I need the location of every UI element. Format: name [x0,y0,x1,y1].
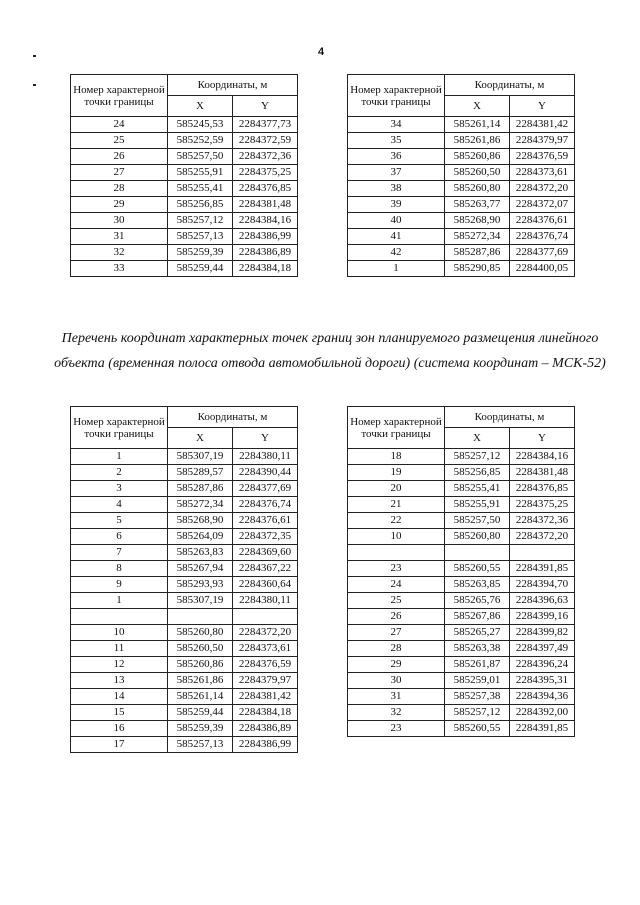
point-number-cell: 23 [348,721,445,737]
point-number-cell: 29 [71,197,168,213]
x-coordinate-cell: 585259,44 [168,705,233,721]
x-coordinate-cell: 585257,12 [445,449,510,465]
point-number-cell: 24 [348,577,445,593]
x-coordinate-cell: 585261,86 [168,673,233,689]
y-coordinate-cell: 2284399,16 [510,609,575,625]
point-number-cell: 28 [348,641,445,657]
y-coordinate-cell: 2284372,07 [510,197,575,213]
y-coordinate-cell: 2284376,85 [233,181,298,197]
x-coordinate-cell: 585261,86 [445,133,510,149]
y-coordinate-cell: 2284384,16 [233,213,298,229]
y-coordinate-cell: 2284379,97 [510,133,575,149]
table-row [71,513,298,529]
point-number-cell: 38 [348,181,445,197]
y-coordinate-cell: 2284384,18 [233,261,298,277]
x-coordinate-cell: 585260,80 [445,529,510,545]
table-row [348,497,575,513]
y-coordinate-cell: 2284376,59 [510,149,575,165]
x-coordinate-cell: 585252,59 [168,133,233,149]
x-coordinate-cell: 585260,86 [168,657,233,673]
table-row [71,721,298,737]
point-number-cell: 30 [348,673,445,689]
x-coordinate-cell [445,545,510,561]
x-coordinate-cell: 585287,86 [168,481,233,497]
table-row [71,529,298,545]
x-coordinate-cell: 585257,12 [168,213,233,229]
table-row [71,545,298,561]
section-title: Перечень координат характерных точек границ зон планируемого размещения линейного объекта (временная полоса отвода автомобильной дороги) (система координат – МСК-52) [54,331,606,371]
point-number-cell: 19 [348,465,445,481]
table-row [348,165,575,181]
table-row [348,625,575,641]
table-row [71,165,298,181]
point-number-cell: 34 [348,117,445,133]
x-coordinate-cell: 585260,50 [168,641,233,657]
x-coordinate-cell: 585259,39 [168,721,233,737]
y-coordinate-cell: 2284376,59 [233,657,298,673]
coordinates-table-top-right [347,74,575,277]
x-coordinate-cell: 585261,14 [168,689,233,705]
y-coordinate-cell: 2284369,60 [233,545,298,561]
x-coordinate-cell: 585255,91 [168,165,233,181]
y-coordinate-cell: 2284381,42 [233,689,298,705]
table-row [348,261,575,277]
table-row [71,449,298,465]
y-coordinate-cell: 2284376,74 [233,497,298,513]
y-coordinate-cell: 2284380,11 [233,449,298,465]
y-coordinate-cell: 2284377,69 [510,245,575,261]
table-row [348,149,575,165]
table-row [71,149,298,165]
point-number-cell: 5 [71,513,168,529]
point-number-cell: 9 [71,577,168,593]
table-row [348,673,575,689]
point-number-cell: 8 [71,561,168,577]
y-coordinate-cell: 2284394,70 [510,577,575,593]
table-row [71,561,298,577]
point-number-cell: 1 [71,449,168,465]
x-header: X [445,428,510,449]
table-row [71,261,298,277]
y-coordinate-cell: 2284394,36 [510,689,575,705]
point-number-cell: 1 [348,261,445,277]
table-row [348,213,575,229]
table-row [71,689,298,705]
x-coordinate-cell: 585256,85 [168,197,233,213]
point-number-cell: 23 [348,561,445,577]
point-number-cell: 22 [348,513,445,529]
x-coordinate-cell: 585257,38 [445,689,510,705]
x-coordinate-cell: 585263,83 [168,545,233,561]
y-coordinate-cell: 2284380,11 [233,593,298,609]
y-coordinate-cell: 2284381,48 [510,465,575,481]
table-row [348,577,575,593]
table-row [348,245,575,261]
y-coordinate-cell: 2284372,36 [510,513,575,529]
table-row [348,609,575,625]
point-number-cell: 26 [71,149,168,165]
point-number-cell: 26 [348,609,445,625]
point-number-cell: 1 [71,593,168,609]
y-coordinate-cell: 2284386,89 [233,245,298,261]
y-coordinate-cell: 2284395,31 [510,673,575,689]
table-row [71,229,298,245]
y-coordinate-cell: 2284376,74 [510,229,575,245]
coordinates-header: Координаты, м [445,407,575,428]
point-number-cell: 11 [71,641,168,657]
point-number-cell: 29 [348,657,445,673]
y-coordinate-cell: 2284386,89 [233,721,298,737]
coordinates-table-top-left [70,74,298,277]
y-coordinate-cell: 2284391,85 [510,721,575,737]
y-coordinate-cell: 2284400,05 [510,261,575,277]
x-coordinate-cell: 585257,12 [445,705,510,721]
coordinates-table-bottom-right [347,406,575,737]
table-row [348,529,575,545]
x-coordinate-cell: 585256,85 [445,465,510,481]
point-number-header: Номер характерной точки границы [71,407,168,449]
point-number-cell: 31 [71,229,168,245]
x-coordinate-cell: 585257,13 [168,229,233,245]
y-coordinate-cell: 2284392,00 [510,705,575,721]
point-number-cell: 42 [348,245,445,261]
x-coordinate-cell: 585287,86 [445,245,510,261]
point-number-cell: 4 [71,497,168,513]
y-coordinate-cell: 2284390,44 [233,465,298,481]
x-coordinate-cell: 585257,50 [168,149,233,165]
x-header: X [445,96,510,117]
table-row [348,721,575,737]
x-coordinate-cell: 585263,85 [445,577,510,593]
table-row [71,117,298,133]
y-coordinate-cell: 2284367,22 [233,561,298,577]
table-row [71,577,298,593]
point-number-cell: 39 [348,197,445,213]
point-number-cell: 32 [348,705,445,721]
point-number-cell: 25 [71,133,168,149]
table-row [71,593,298,609]
y-coordinate-cell: 2284372,36 [233,149,298,165]
table-row [348,545,575,561]
y-coordinate-cell: 2284375,25 [510,497,575,513]
table-row [348,641,575,657]
x-coordinate-cell: 585260,50 [445,165,510,181]
table-row [71,133,298,149]
margin-mark [33,84,36,86]
point-number-cell [348,545,445,561]
table-row [348,689,575,705]
y-coordinate-cell: 2284391,85 [510,561,575,577]
x-coordinate-cell: 585257,13 [168,737,233,753]
point-number-cell: 35 [348,133,445,149]
table-row [348,657,575,673]
y-coordinate-cell: 2284384,18 [233,705,298,721]
point-number-cell: 28 [71,181,168,197]
point-number-cell: 36 [348,149,445,165]
y-coordinate-cell: 2284386,99 [233,229,298,245]
table-row [71,245,298,261]
x-header: X [168,96,233,117]
x-coordinate-cell [168,609,233,625]
point-number-cell: 27 [348,625,445,641]
point-number-cell: 20 [348,481,445,497]
y-coordinate-cell [233,609,298,625]
y-coordinate-cell: 2284396,24 [510,657,575,673]
point-number-cell [71,609,168,625]
y-coordinate-cell: 2284372,20 [510,529,575,545]
point-number-header: Номер характерной точки границы [348,75,445,117]
x-coordinate-cell: 585307,19 [168,593,233,609]
y-coordinate-cell [510,545,575,561]
x-coordinate-cell: 585257,50 [445,513,510,529]
point-number-cell: 18 [348,449,445,465]
point-number-cell: 27 [71,165,168,181]
table-row [348,117,575,133]
table-row [71,705,298,721]
point-number-cell: 2 [71,465,168,481]
point-number-cell: 37 [348,165,445,181]
table-row [71,181,298,197]
y-coordinate-cell: 2284372,59 [233,133,298,149]
point-number-cell: 3 [71,481,168,497]
point-number-cell: 10 [348,529,445,545]
y-coordinate-cell: 2284396,63 [510,593,575,609]
x-coordinate-cell: 585260,80 [168,625,233,641]
x-coordinate-cell: 585272,34 [445,229,510,245]
x-coordinate-cell: 585260,55 [445,561,510,577]
x-coordinate-cell: 585261,87 [445,657,510,673]
table-row [348,481,575,497]
y-coordinate-cell: 2284399,82 [510,625,575,641]
x-coordinate-cell: 585265,76 [445,593,510,609]
point-number-cell: 12 [71,657,168,673]
table-row [71,737,298,753]
x-coordinate-cell: 585290,85 [445,261,510,277]
table-row [348,197,575,213]
y-coordinate-cell: 2284373,61 [233,641,298,657]
table-row [348,229,575,245]
coordinates-header: Координаты, м [445,75,575,96]
y-coordinate-cell: 2284397,49 [510,641,575,657]
table-row [71,481,298,497]
point-number-cell: 21 [348,497,445,513]
y-coordinate-cell: 2284379,97 [233,673,298,689]
point-number-cell: 33 [71,261,168,277]
page-number: 4 [318,46,325,58]
y-coordinate-cell: 2284376,61 [510,213,575,229]
x-coordinate-cell: 585259,44 [168,261,233,277]
table-row [71,497,298,513]
x-coordinate-cell: 585255,41 [168,181,233,197]
x-coordinate-cell: 585263,77 [445,197,510,213]
table-row [71,609,298,625]
x-coordinate-cell: 585259,01 [445,673,510,689]
x-coordinate-cell: 585264,09 [168,529,233,545]
y-coordinate-cell: 2284384,16 [510,449,575,465]
y-coordinate-cell: 2284377,69 [233,481,298,497]
x-coordinate-cell: 585268,90 [445,213,510,229]
y-coordinate-cell: 2284381,42 [510,117,575,133]
point-number-cell: 17 [71,737,168,753]
y-header: Y [510,96,575,117]
y-header: Y [510,428,575,449]
x-header: X [168,428,233,449]
y-coordinate-cell: 2284375,25 [233,165,298,181]
y-header: Y [233,428,298,449]
point-number-cell: 32 [71,245,168,261]
table-row [71,213,298,229]
point-number-header: Номер характерной точки границы [348,407,445,449]
x-coordinate-cell: 585293,93 [168,577,233,593]
table-row [348,513,575,529]
y-coordinate-cell: 2284381,48 [233,197,298,213]
table-row [348,593,575,609]
table-row [348,465,575,481]
x-coordinate-cell: 585260,86 [445,149,510,165]
x-coordinate-cell: 585289,57 [168,465,233,481]
table-row [71,673,298,689]
table-row [71,625,298,641]
x-coordinate-cell: 585245,53 [168,117,233,133]
x-coordinate-cell: 585267,94 [168,561,233,577]
table-row [348,181,575,197]
coordinates-header: Координаты, м [168,75,298,96]
table-row [71,465,298,481]
point-number-cell: 6 [71,529,168,545]
point-number-cell: 10 [71,625,168,641]
point-number-cell: 24 [71,117,168,133]
y-coordinate-cell: 2284360,64 [233,577,298,593]
point-number-cell: 16 [71,721,168,737]
coordinates-header: Координаты, м [168,407,298,428]
y-coordinate-cell: 2284377,73 [233,117,298,133]
x-coordinate-cell: 585267,86 [445,609,510,625]
y-coordinate-cell: 2284373,61 [510,165,575,181]
point-number-cell: 30 [71,213,168,229]
x-coordinate-cell: 585255,41 [445,481,510,497]
y-coordinate-cell: 2284372,35 [233,529,298,545]
coordinates-table-bottom-left [70,406,298,753]
table-row [71,641,298,657]
table-row [348,561,575,577]
y-coordinate-cell: 2284376,61 [233,513,298,529]
x-coordinate-cell: 585260,55 [445,721,510,737]
point-number-cell: 40 [348,213,445,229]
y-header: Y [233,96,298,117]
point-number-cell: 31 [348,689,445,705]
x-coordinate-cell: 585261,14 [445,117,510,133]
point-number-cell: 15 [71,705,168,721]
point-number-cell: 7 [71,545,168,561]
point-number-cell: 13 [71,673,168,689]
x-coordinate-cell: 585272,34 [168,497,233,513]
y-coordinate-cell: 2284372,20 [510,181,575,197]
table-row [71,197,298,213]
x-coordinate-cell: 585263,38 [445,641,510,657]
point-number-cell: 25 [348,593,445,609]
x-coordinate-cell: 585260,80 [445,181,510,197]
table-row [348,705,575,721]
margin-mark [33,55,36,57]
table-row [348,133,575,149]
y-coordinate-cell: 2284386,99 [233,737,298,753]
y-coordinate-cell: 2284376,85 [510,481,575,497]
x-coordinate-cell: 585255,91 [445,497,510,513]
x-coordinate-cell: 585268,90 [168,513,233,529]
point-number-cell: 41 [348,229,445,245]
x-coordinate-cell: 585307,19 [168,449,233,465]
point-number-cell: 14 [71,689,168,705]
point-number-header: Номер характерной точки границы [71,75,168,117]
table-row [348,449,575,465]
x-coordinate-cell: 585259,39 [168,245,233,261]
y-coordinate-cell: 2284372,20 [233,625,298,641]
table-row [71,657,298,673]
x-coordinate-cell: 585265,27 [445,625,510,641]
